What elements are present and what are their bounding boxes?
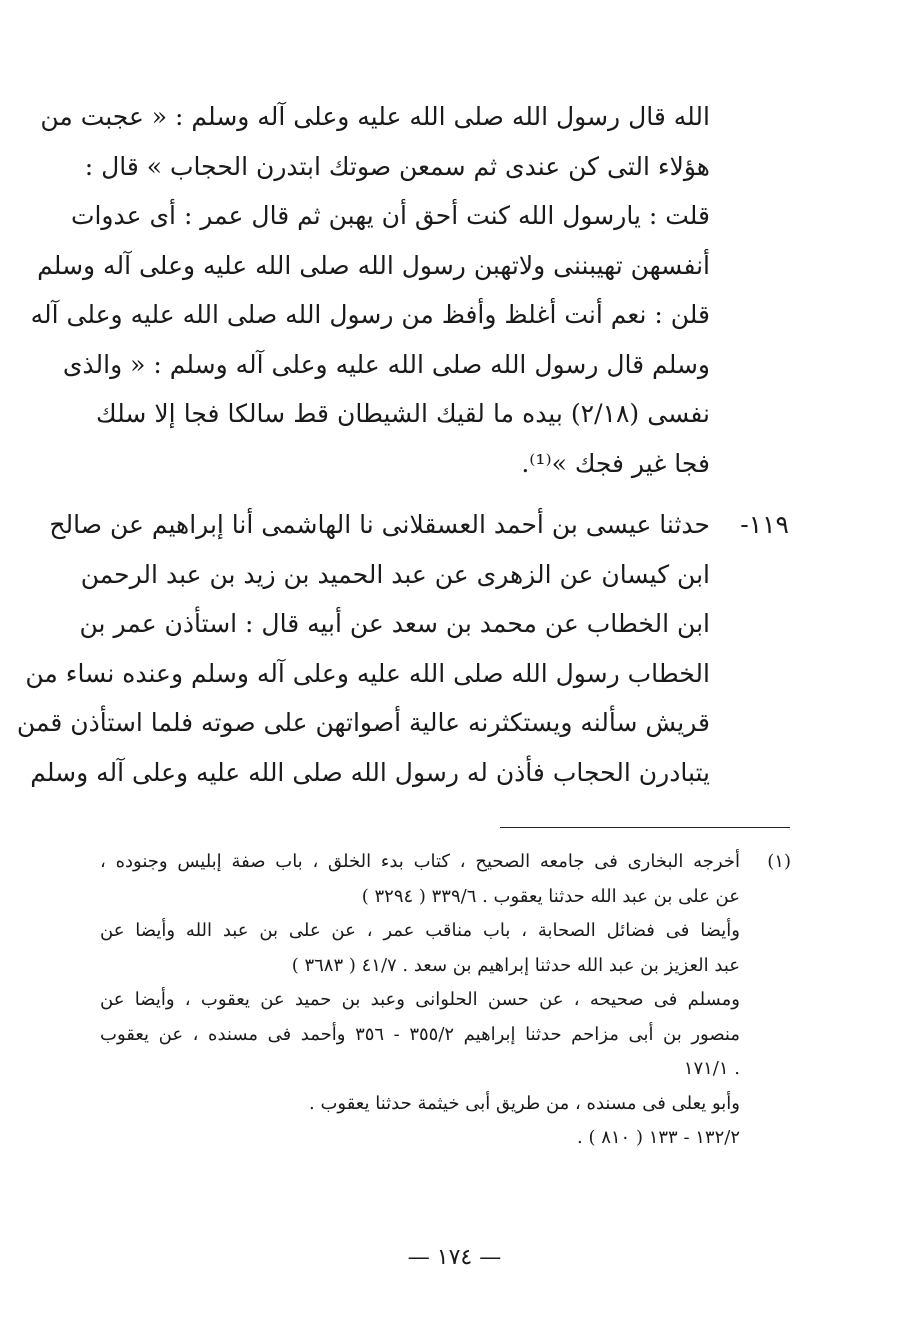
footnote-line: وأبو يعلى فى مسنده ، من طريق أبى خيثمة حدثنا يعقوب . — [309, 1092, 740, 1114]
main-text-block — [30, 92, 710, 488]
text-line: قلت : يارسول الله كنت أحق أن يهبن ثم قال عمر : أى عدوات — [70, 201, 710, 230]
text-line: فجا غير فجك »⁽¹⁾. — [521, 448, 710, 478]
text-line: ابن الخطاب عن محمد بن سعد عن أبيه قال : استأذن عمر بن — [79, 609, 710, 638]
footnote-line: ١٣٢/٢ - ١٣٣ ( ٨١٠ ) . — [577, 1127, 740, 1148]
footnotes-block — [100, 845, 740, 1156]
footnote-line: ومسلم فى صحيحه ، عن حسن الحلوانى وعبد بن حميد عن يعقوب ، وأيضا عن — [100, 989, 740, 1010]
text-line: الخطاب رسول الله صلى الله عليه وعلى آله وسلم وعنده نساء من — [25, 658, 710, 688]
hadith-text-block — [16, 500, 710, 797]
text-line: ابن كيسان عن الزهرى عن عبد الحميد بن زيد بن عبد الرحمن — [80, 559, 710, 589]
text-line: يتبادرن الحجاب فأذن له رسول الله صلى الله عليه وعلى آله وسلم — [30, 757, 710, 787]
footnote-line: عبد العزيز بن عبد الله حدثنا إبراهيم بن سعد . ٤١/٧ ( ٣٦٨٣ ) — [291, 954, 740, 976]
text-line: نفسى (٢/١٨) بيده ما لقيك الشيطان قط سالكا فجا إلا سلك — [96, 399, 710, 428]
footnote-divider — [500, 827, 790, 828]
text-line: قلن : نعم أنت أغلظ وأفظ من رسول الله صلى الله عليه وعلى آله — [30, 300, 710, 329]
footnote-marker: (١) — [767, 851, 791, 872]
footnote-line: منصور بن أبى مزاحم حدثنا إبراهيم ٣٥٥/٢ - ٣٥٦ وأحمد فى مسنده ، عن يعقوب — [100, 1023, 741, 1045]
page-number: — ١٧٤ — — [407, 1245, 502, 1270]
text-line: وسلم قال رسول الله صلى الله عليه وعلى آله وسلم : « والذى — [62, 349, 710, 379]
footnote-line: عن على بن عبد الله حدثنا يعقوب . ٣٣٩/٦ ( ٣٢٩٤ ) — [361, 885, 740, 907]
footnote-line: أخرجه البخارى فى جامعه الصحيح ، كتاب بدء الخلق ، باب صفة إبليس وجنوده ، — [100, 851, 740, 872]
text-line: قريش سألنه ويستكثرنه عالية أصواتهن على صوته فلما استأذن قمن — [16, 708, 710, 737]
text-line: هؤلاء التى كن عندى ثم سمعن صوتك ابتدرن الحجاب » قال : — [84, 151, 710, 181]
text-line: الله قال رسول الله صلى الله عليه وعلى آله وسلم : « عجبت من — [40, 102, 710, 131]
footnote-line: . ١٧١/١ — [683, 1058, 740, 1079]
text-line: حدثنا عيسى بن أحمد العسقلانى نا الهاشمى أنا إبراهيم عن صالح — [49, 510, 710, 539]
text-line: أنفسهن تهيبننى ولاتهبن رسول الله صلى الله عليه وعلى آله وسلم — [37, 250, 710, 280]
hadith-number: ١١٩- — [740, 510, 789, 539]
footnote-line: وأيضا فى فضائل الصحابة ، باب مناقب عمر ، عن على بن عبد الله وأيضا عن — [100, 920, 740, 941]
